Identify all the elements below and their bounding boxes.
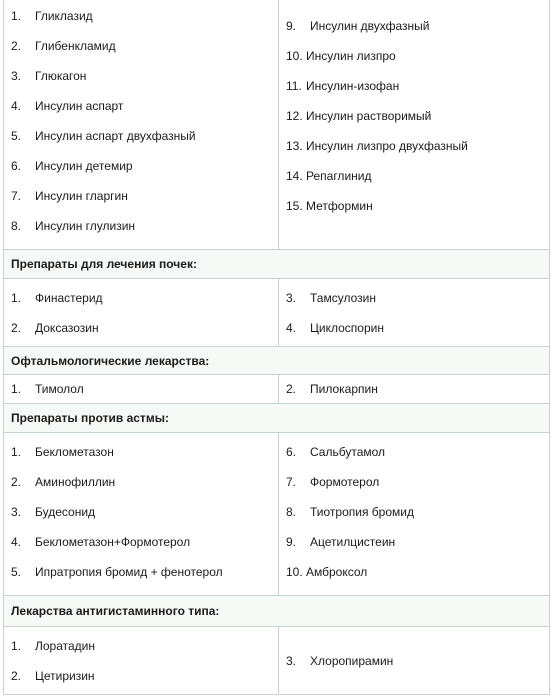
list-item	[4, 527, 278, 557]
item-name: Доксазозин	[35, 321, 99, 335]
item-number: 4.	[11, 99, 22, 113]
section-title: Препараты против астмы:	[11, 411, 169, 425]
right-cell	[279, 375, 549, 403]
item-number: 7.	[286, 475, 297, 489]
item-number: 4.	[11, 535, 22, 549]
section-title: Препараты для лечения почек:	[11, 257, 197, 271]
left-cell	[4, 375, 279, 403]
drug-table	[3, 0, 550, 695]
item-name: Тимолол	[35, 382, 84, 396]
section-title: Лекарства антигистаминного типа:	[11, 604, 220, 618]
drug-list	[279, 646, 393, 676]
item-name: Цетиризин	[35, 669, 95, 683]
item-name: Инсулин детемир	[35, 159, 133, 173]
item-number: 15.	[286, 199, 303, 213]
item-name: Беклометазон	[35, 445, 114, 459]
list-item	[4, 283, 278, 313]
item-number: 7.	[11, 189, 22, 203]
item-name: Сальбутамол	[310, 445, 386, 459]
item-number: 1.	[11, 382, 22, 396]
left-cell	[4, 627, 279, 694]
item-name: Репаглинид	[306, 169, 372, 183]
right-cell	[279, 627, 549, 694]
list-item	[279, 41, 549, 71]
item-number: 1.	[11, 9, 22, 23]
left-cell	[4, 0, 279, 249]
list-item	[279, 557, 549, 587]
item-number: 1.	[11, 445, 22, 459]
item-number: 9.	[286, 535, 297, 549]
drug-list	[4, 437, 278, 587]
section-header	[3, 404, 550, 433]
list-item	[4, 375, 84, 403]
item-name: Метформин	[306, 199, 373, 213]
list-item	[279, 437, 549, 467]
item-name: Инсулин аспарт двухфазный	[35, 129, 196, 143]
item-number: 1.	[11, 291, 22, 305]
list-item	[279, 375, 378, 403]
list-item	[4, 211, 278, 241]
item-name: Хлоропирамин	[310, 653, 394, 668]
item-number: 1.	[11, 639, 22, 653]
item-number: 2.	[11, 39, 22, 53]
list-item	[279, 131, 549, 161]
list-item	[4, 151, 278, 181]
item-name: Гликлазид	[35, 9, 93, 23]
drug-list	[4, 631, 278, 691]
table-row	[3, 433, 550, 596]
item-name: Ипратропия бромид + фенотерол	[35, 565, 223, 579]
item-name: Тиотропия бромид	[310, 505, 414, 519]
drug-list	[4, 375, 84, 403]
list-item	[4, 121, 278, 151]
item-number: 2.	[11, 321, 22, 335]
list-item	[4, 631, 278, 661]
list-item	[279, 467, 549, 497]
item-number: 4.	[286, 321, 297, 335]
item-number: 10.	[286, 565, 303, 579]
section-header	[3, 347, 550, 375]
list-item	[279, 646, 393, 676]
left-cell	[4, 433, 279, 595]
list-item	[4, 557, 278, 587]
item-name: Беклометазон+Формотерол	[35, 535, 191, 549]
item-number: 6.	[11, 159, 22, 173]
drug-list	[279, 283, 549, 343]
list-item	[4, 661, 278, 691]
right-cell	[279, 279, 549, 346]
item-name: Инсулин двухфазный	[310, 19, 430, 33]
item-number: 8.	[11, 219, 22, 233]
item-number: 14.	[286, 169, 303, 183]
item-number: 3.	[11, 69, 22, 83]
drug-list	[279, 375, 378, 403]
table-row	[3, 627, 550, 695]
left-cell	[4, 279, 279, 346]
item-name: Ацетилцистеин	[310, 535, 396, 549]
item-number: 3.	[286, 291, 297, 305]
drug-list	[4, 1, 278, 241]
item-name: Инсулин лизпро	[306, 49, 396, 63]
item-name: Пилокарпин	[310, 382, 378, 396]
list-item	[4, 31, 278, 61]
item-name: Инсулин-изофан	[306, 79, 400, 93]
drug-list	[4, 283, 278, 343]
list-item	[4, 91, 278, 121]
item-name: Амброксол	[306, 565, 368, 579]
item-number: 3.	[11, 505, 22, 519]
item-number: 12.	[286, 109, 303, 123]
item-number: 2.	[11, 669, 22, 683]
item-name: Инсулин растворимый	[306, 109, 432, 123]
item-name: Инсулин гларгин	[35, 189, 128, 203]
list-item	[279, 11, 549, 41]
section-header	[3, 596, 550, 627]
item-name: Тамсулозин	[310, 291, 376, 305]
list-item	[4, 313, 278, 343]
item-name: Формотерол	[310, 475, 380, 489]
table-row	[3, 0, 550, 250]
item-number: 5.	[11, 129, 22, 143]
item-name: Глибенкламид	[35, 39, 116, 53]
item-number: 11.	[286, 79, 302, 93]
list-item	[4, 61, 278, 91]
item-number: 13.	[286, 139, 303, 153]
list-item	[279, 283, 549, 313]
drug-list	[279, 11, 549, 221]
item-name: Финастерид	[35, 291, 103, 305]
item-number: 8.	[286, 505, 297, 519]
section-title: Офтальмологические лекарства:	[11, 353, 210, 368]
list-item	[4, 497, 278, 527]
item-number: 9.	[286, 19, 297, 33]
list-item	[279, 71, 549, 101]
item-name: Циклоспорин	[310, 321, 384, 335]
list-item	[4, 1, 278, 31]
list-item	[279, 313, 549, 343]
item-name: Аминофиллин	[35, 475, 116, 489]
item-number: 3.	[286, 653, 297, 668]
list-item	[4, 437, 278, 467]
item-name: Инсулин аспарт	[35, 99, 124, 113]
list-item	[279, 527, 549, 557]
list-item	[4, 181, 278, 211]
item-number: 2.	[11, 475, 22, 489]
item-name: Лоратадин	[35, 639, 95, 653]
section-header	[3, 250, 550, 279]
item-name: Будесонид	[35, 505, 96, 519]
item-number: 5.	[11, 565, 22, 579]
drug-list	[279, 437, 549, 587]
list-item	[279, 497, 549, 527]
table-row	[3, 279, 550, 347]
item-name: Инсулин лизпро двухфазный	[306, 139, 468, 153]
list-item	[4, 467, 278, 497]
list-item	[279, 161, 549, 191]
item-name: Глюкагон	[35, 69, 87, 83]
item-number: 10.	[286, 49, 303, 63]
right-cell	[279, 0, 549, 249]
list-item	[279, 101, 549, 131]
item-number: 6.	[286, 445, 297, 459]
right-cell	[279, 433, 549, 595]
list-item	[279, 191, 549, 221]
item-name: Инсулин глулизин	[35, 219, 136, 233]
table-row	[3, 375, 550, 404]
item-number: 2.	[286, 382, 297, 396]
